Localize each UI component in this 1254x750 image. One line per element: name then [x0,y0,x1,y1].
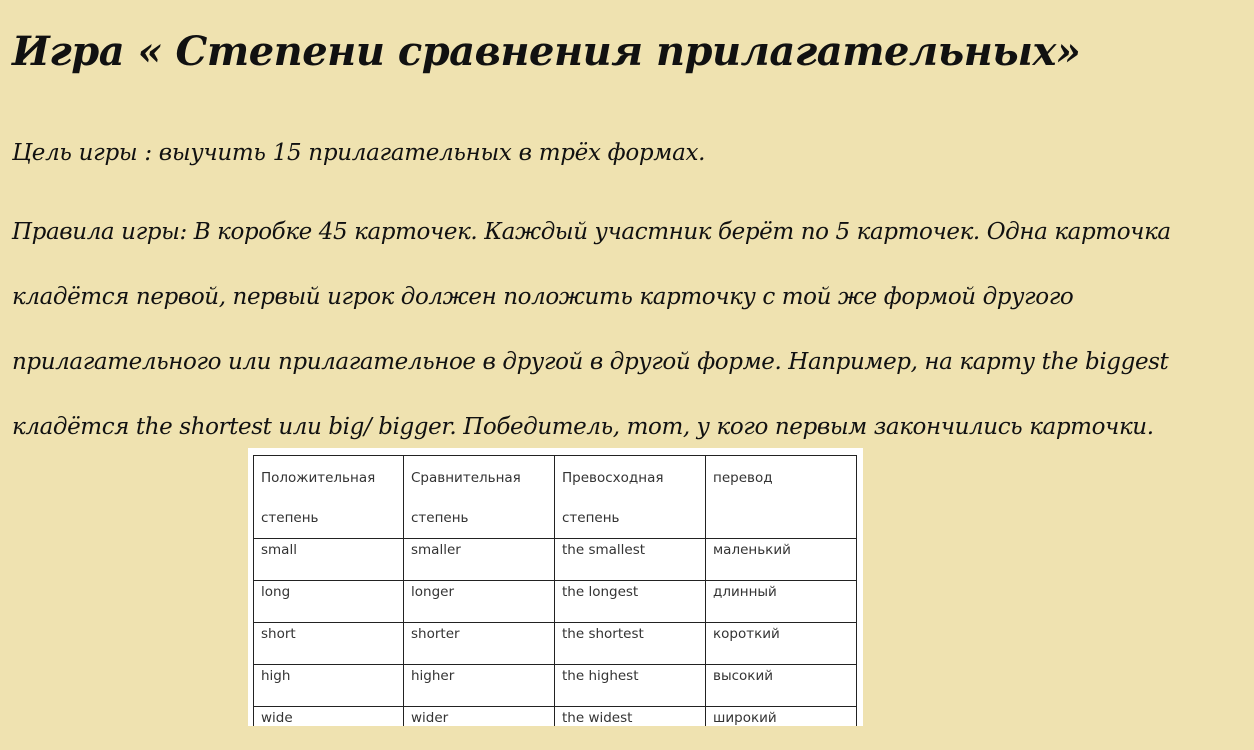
table-row [254,623,857,665]
cell-translation: маленький [706,539,857,581]
game-goal-text: Цель игры : выучить 15 прилагательных в трёх формах. [12,140,706,166]
cell-superlative: the shortest [555,623,706,665]
cell-comparative: wider [404,707,555,727]
table-row [254,665,857,707]
cell-positive: short [254,623,404,665]
cell-superlative: the widest [555,707,706,727]
header-comparative: Сравнительная степень [404,456,555,539]
header-superlative: Превосходная степень [555,456,706,539]
cell-positive: wide [254,707,404,727]
cell-comparative: longer [404,581,555,623]
cell-comparative: shorter [404,623,555,665]
cell-translation: широкий [706,707,857,727]
adjectives-table-image [248,448,863,726]
cell-superlative: the highest [555,665,706,707]
cell-comparative: higher [404,665,555,707]
cell-positive: long [254,581,404,623]
adjectives-table [253,455,857,726]
cell-positive: high [254,665,404,707]
cell-translation: короткий [706,623,857,665]
cell-translation: высокий [706,665,857,707]
cell-comparative: smaller [404,539,555,581]
header-translation: перевод [706,456,857,539]
table-row [254,707,857,727]
cell-superlative: the longest [555,581,706,623]
cell-positive: small [254,539,404,581]
table-header-row [254,456,857,539]
cell-superlative: the smallest [555,539,706,581]
game-rules-text: Правила игры: В коробке 45 карточек. Каждый участник берёт по 5 карточек. Одна карточка кладётся первой, первый игрок должен положить карточку с той же формой другого прилагательного или прилагательное в другой в другой форме. Например, на карту the biggest кладётся the shortest или big/ bigger. Победитель, тот, у кого первым закончились карточки. [12,219,1171,440]
page-title: Игра « Степени сравнения прилагательных» [12,28,1081,75]
table-row [254,581,857,623]
cell-translation: длинный [706,581,857,623]
table-row [254,539,857,581]
header-positive: Положительная степень [254,456,404,539]
